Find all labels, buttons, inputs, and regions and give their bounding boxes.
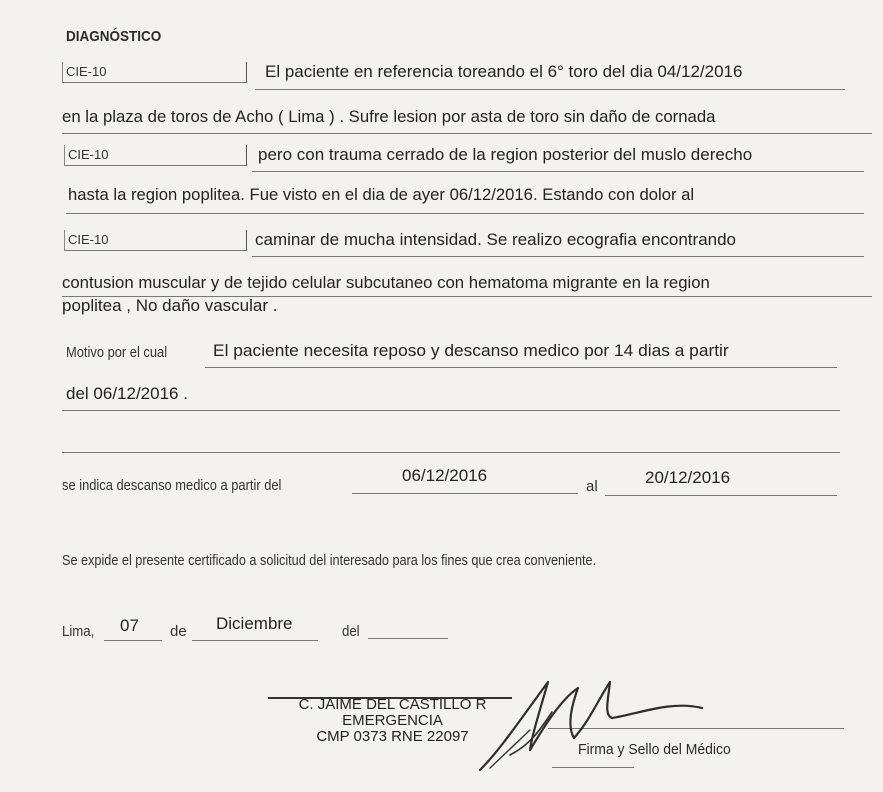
rest-to-date: 20/12/2016 xyxy=(645,468,731,487)
cie10-code-box-1 xyxy=(62,62,247,83)
date-day: 07 xyxy=(120,616,139,635)
rest-from-date: 06/12/2016 xyxy=(402,466,488,485)
heading-text: DIAGNÓSTICO xyxy=(66,28,162,45)
section-heading xyxy=(66,28,172,45)
cie10-code-box-2 xyxy=(64,145,247,166)
rule xyxy=(605,495,837,496)
rule xyxy=(104,640,162,641)
rest-period-label: se indica descanso medico a partir del xyxy=(62,477,282,494)
stamp-department: EMERGENCIA xyxy=(342,712,443,729)
diagnosis-line-3: pero con trauma cerrado de la region posterior del muslo derecho xyxy=(258,145,753,164)
rule xyxy=(255,89,845,90)
rule xyxy=(192,640,318,641)
rule xyxy=(252,171,864,172)
cie10-label: CIE-10 xyxy=(68,232,109,247)
stamp-name: C. JAIME DEL CASTILLO R xyxy=(298,696,487,713)
handwritten-signature xyxy=(470,660,720,780)
rule xyxy=(66,213,864,214)
diagnosis-line-7: poplitea , No daño vascular . xyxy=(62,296,278,315)
rule-blank xyxy=(62,452,840,453)
stamp-registry: CMP 0373 RNE 22097 xyxy=(316,728,469,745)
motivo-line-1: El paciente necesita reposo y descanso medico por 14 dias a partir xyxy=(213,341,729,360)
rule xyxy=(368,638,448,639)
date-del: del xyxy=(342,623,360,640)
rule xyxy=(352,493,578,494)
cie10-label: CIE-10 xyxy=(66,64,107,79)
cie10-code-box-3 xyxy=(64,230,247,251)
place: Lima, xyxy=(62,623,95,640)
issuance-statement: Se expide el presente certificado a solicitud del interesado para los fines que crea conveniente. xyxy=(62,552,597,569)
date-month: Diciembre xyxy=(216,614,293,633)
diagnosis-line-4: hasta la region poplitea. Fue visto en el dia de ayer 06/12/2016. Estando con dolor al xyxy=(68,185,695,204)
diagnosis-line-1: El paciente en referencia toreando el 6° toro del dia 04/12/2016 xyxy=(265,62,743,81)
rule xyxy=(252,256,864,257)
rest-to-label: al xyxy=(586,478,598,495)
rule xyxy=(205,367,837,368)
diagnosis-line-2: en la plaza de toros de Acho ( Lima ) . Sufre lesion por asta de toro sin daño de cornada xyxy=(62,107,716,126)
motivo-line-2: del 06/12/2016 . xyxy=(66,384,188,403)
motivo-label: Motivo por el cual xyxy=(66,344,168,361)
diagnosis-line-5: caminar de mucha intensidad. Se realizo ecografia encontrando xyxy=(255,230,737,249)
cie10-label: CIE-10 xyxy=(68,147,109,162)
signature-caption-underline xyxy=(552,767,634,768)
rule xyxy=(62,133,872,134)
diagnosis-line-6: contusion muscular y de tejido celular subcutaneo con hematoma migrante en la region xyxy=(62,273,710,292)
rule xyxy=(62,410,840,411)
signature-caption: Firma y Sello del Médico xyxy=(578,741,731,758)
date-de: de xyxy=(170,623,187,640)
